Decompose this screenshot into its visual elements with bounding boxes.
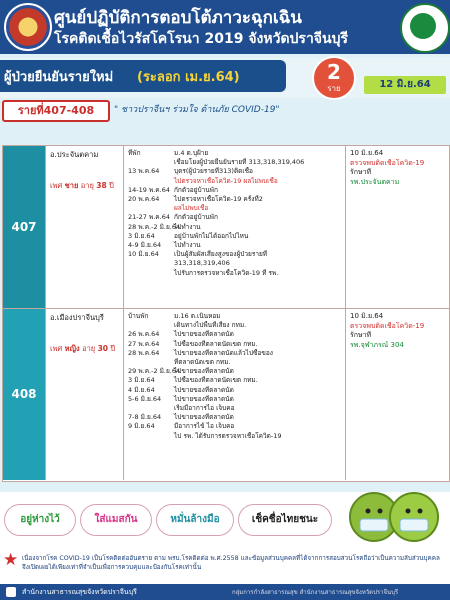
sex-label: เพศ (50, 344, 63, 353)
disclaimer-text: เนื่องจากโรค COVID-19 เป็นโรคติดต่ออันตราย ตาม พรบ.โรคติดต่อ พ.ศ.2558 และข้อมูลส่วนบุคคลที่ได้จากการสอบสวนโรคถือว่าเป็นความลับส่วนบุคคล จึงเปิดเผยได้เพียงเท่าที่จำเป็นเพื่อการควบคุมและป้องกันโรคเท่านั้น (22, 555, 440, 571)
case-demographics (50, 180, 114, 192)
sex-value: หญิง (64, 344, 80, 353)
provincial-emblem-logo (4, 3, 52, 51)
timeline-text: เชื่อมโยงผู้ป่วยยืนยันรายที่ 313,318,319,406 (174, 158, 305, 167)
timeline-text: มีอาการไข้ ไอ เจ็บคอ (174, 422, 235, 431)
age-value: 30 (97, 344, 109, 353)
timeline-text: ไปซื้อของที่ตลาดนัดเขต กทม. (174, 376, 258, 385)
timeline-entry (128, 269, 342, 278)
case-timeline (128, 312, 342, 441)
timeline-entry (128, 413, 342, 422)
slogan-handwash: หมั่นล้างมือ (156, 504, 234, 536)
demographics-cell (45, 146, 124, 308)
timeline-text: ไปขายของที่ตลาดนัดแล้วไปซื้อของ (174, 348, 273, 357)
treat-label: รักษาที่ (350, 168, 372, 176)
timeline-text: ม.4 ต.บุฝ้าย (174, 149, 209, 157)
timeline-text: ไปตรวจหาเชื้อโควิด-19 ผลไม่พบเชื้อ (174, 176, 278, 185)
timeline-entry (128, 432, 342, 441)
cases-table (2, 145, 450, 482)
timeline-entry (128, 259, 342, 268)
timeline-entry (128, 223, 342, 232)
slogan-distance: อยู่ห่างไว้ (4, 504, 76, 536)
case-count-unit: ราย (327, 84, 341, 93)
timeline-text: ไปขายของที่ตลาดนัด (174, 330, 234, 339)
timeline-date: 28 พ.ค.64 (128, 348, 160, 357)
case-range: รายที่407-408 (2, 100, 110, 122)
case-district: อ.ประจันตคาม (50, 150, 99, 159)
slogan-mask: ใส่แมสกัน (80, 504, 152, 536)
timeline-date: 21-27 พ.ค.64 (128, 213, 170, 222)
header-subtitle: โรคติดเชื้อไวรัสโคโรนา 2019 จังหวัดปราจีนบุรี (54, 31, 348, 47)
timeline-entry (128, 186, 342, 195)
timeline-entry (128, 386, 342, 395)
timeline-text: กักตัวอยู่บ้านพัก (174, 185, 218, 194)
timeline-text: ไปขายของที่ตลาดนัด (174, 385, 234, 394)
table-row (3, 146, 449, 309)
timeline-text: ไป รพ. ได้รับการตรวจหาเชื้อโควิด-19 (174, 431, 282, 440)
case-district: อ.เมืองปราจีนบุรี (50, 313, 104, 322)
new-cases-banner (0, 58, 450, 98)
header-bar (0, 0, 450, 54)
timeline-date: 28 พ.ค.-2 มิ.ย.64 (128, 222, 181, 231)
timeline-date: 4 มิ.ย.64 (128, 385, 155, 394)
timeline-entry (128, 367, 342, 376)
footer-left: สำนักงานสาธารณสุขจังหวัดปราจีนบุรี (22, 588, 137, 596)
timeline-entry (128, 340, 342, 349)
timeline-entry (128, 349, 342, 358)
age-value: 38 (96, 181, 107, 190)
timeline-text: ไปรับการตรวจหาเชื้อโควิด-19 ที่ รพ. (174, 268, 279, 277)
footer-right: กลุ่มการกำลังสาธารณสุข สำนักงานสาธารณสุขจังหวัดปราจีนบุรี (232, 589, 399, 596)
timeline-date: 20 พ.ค.64 (128, 195, 160, 204)
slogan-thaichana: เช็คชื่อไทยชนะ (238, 504, 332, 536)
timeline-entry (128, 241, 342, 250)
result-cell (345, 309, 450, 480)
age-unit: ปี (109, 181, 114, 190)
case-range-strip (0, 100, 450, 120)
hospital-name: รพ.จุฬาภรณ์ 304 (350, 340, 404, 349)
timeline-date: 10 มิ.ย.64 (128, 250, 159, 259)
timeline-text: ไปขายของที่ตลาดนัด (174, 413, 234, 422)
timeline-entry (128, 376, 342, 385)
timeline-date: 3 มิ.ย.64 (128, 231, 155, 240)
timeline-date: ที่พัก (128, 149, 141, 157)
age-unit: ปี (110, 344, 116, 353)
timeline-text: เริ่มมีอาการไอ เจ็บคอ (174, 404, 235, 413)
timeline-text: ไปตรวจหาเชื้อโควิด-19 ครั้งที่2 (174, 195, 263, 204)
campaign-slogan: " ชาวปราจีนฯ ร่วมใจ ต้านภัย COVID-19" (114, 105, 280, 115)
result-date: 10 มิ.ย.64 (350, 312, 384, 320)
timeline-date: 27 พ.ค.64 (128, 339, 160, 348)
case-id: 408 (3, 309, 45, 480)
case-result (350, 149, 448, 187)
treat-label: รักษาที่ (350, 331, 372, 339)
case-timeline (128, 149, 342, 278)
case-result (350, 312, 448, 350)
timeline-text: ที่ตลาดนัดเขต กทม. (174, 358, 231, 367)
timeline-date: 29 พ.ค.-2 มิ.ย.64 (128, 367, 181, 376)
result-date: 10 มิ.ย.64 (350, 149, 384, 157)
result-status: ตรวจพบติดเชื้อโควิด-19 (350, 321, 425, 330)
timeline-text: กักตัวอยู่บ้านพัก (174, 213, 218, 222)
timeline-entry (128, 204, 342, 213)
facebook-icon (6, 587, 16, 597)
timeline-entry (128, 321, 342, 330)
banner-wave: (ระลอก เม.ย.64) (137, 70, 240, 85)
timeline-text: ไปทำงาน (174, 222, 201, 231)
timeline-date: 14-19 พ.ค.64 (128, 185, 170, 194)
durian-mascot-illustration (344, 475, 444, 555)
timeline-date: 4-9 มิ.ย.64 (128, 241, 162, 250)
disclaimer-note (0, 552, 450, 584)
table-row (3, 309, 449, 480)
timeline-entry (128, 167, 342, 176)
timeline-entry (128, 395, 342, 404)
timeline-entry (128, 177, 342, 186)
hospital-name: รพ.ประจันตคาม (350, 177, 400, 186)
header-title: ศูนย์ปฏิบัติการตอบโต้ภาวะฉุกเฉิน (54, 8, 302, 28)
timeline-text: ไปขายของที่ตลาดนัด (174, 367, 234, 376)
timeline-entry (128, 149, 342, 158)
timeline-entry (128, 312, 342, 321)
sex-label: เพศ (50, 181, 63, 190)
banner-label-box (0, 60, 286, 92)
timeline-text: ม.16 ต.เนินหอม (174, 312, 221, 320)
timeline-date: 5-6 มิ.ย.64 (128, 394, 162, 403)
ministry-health-logo (400, 3, 450, 53)
timeline-text: ไปขายของที่ตลาดนัด (174, 394, 234, 403)
timeline-entry (128, 358, 342, 367)
timeline-text: เดินทางไปพื้นที่เสี่ยง กทม. (174, 321, 247, 330)
timeline-text: บุตร(ผู้ป่วยรายที่313)ติดเชื้อ (174, 167, 253, 176)
timeline-entry (128, 195, 342, 204)
star-icon: ★ (3, 550, 19, 570)
timeline-entry (128, 422, 342, 431)
timeline-text: ไปทำงาน (174, 241, 201, 250)
timeline-entry (128, 158, 342, 167)
case-id: 407 (3, 146, 45, 308)
age-label: อายุ (80, 181, 94, 190)
sex-value: ชาย (64, 181, 79, 190)
timeline-entry (128, 232, 342, 241)
result-status: ตรวจพบติดเชื้อโควิด-19 (350, 158, 425, 167)
timeline-cell (123, 146, 346, 308)
timeline-text: อยู่บ้านพักไม่ได้ออกไปไหน (174, 231, 249, 240)
timeline-date: 13 พ.ค.64 (128, 167, 160, 176)
age-label: อายุ (82, 344, 96, 353)
case-count: 2 (327, 60, 341, 84)
timeline-date: บ้านพัก (128, 312, 149, 320)
timeline-entry (128, 250, 342, 259)
timeline-date: 9 มิ.ย.64 (128, 422, 155, 431)
timeline-entry (128, 213, 342, 222)
timeline-date: 26 พ.ค.64 (128, 330, 160, 339)
demographics-cell (45, 309, 124, 480)
report-date: 12 มิ.ย.64 (364, 76, 446, 94)
case-demographics (50, 343, 115, 355)
timeline-entry (128, 404, 342, 413)
timeline-date: 7-8 มิ.ย.64 (128, 413, 162, 422)
timeline-cell (123, 309, 346, 480)
timeline-text: เป็นผู้สัมผัสเสี่ยงสูงของผู้ป่วยรายที่ (174, 250, 268, 259)
case-count-badge (312, 56, 356, 100)
timeline-text: 313,318,319,406 (174, 259, 230, 268)
timeline-date: 3 มิ.ย.64 (128, 376, 155, 385)
footer-bar (0, 584, 450, 600)
result-cell (345, 146, 450, 308)
timeline-text: ผลไม่พบเชื้อ (174, 204, 209, 213)
timeline-text: ไปซื้อของที่ตลาดนัดเขต กทม. (174, 339, 258, 348)
banner-label: ผู้ป่วยยืนยันรายใหม่ (4, 70, 114, 85)
timeline-entry (128, 330, 342, 339)
